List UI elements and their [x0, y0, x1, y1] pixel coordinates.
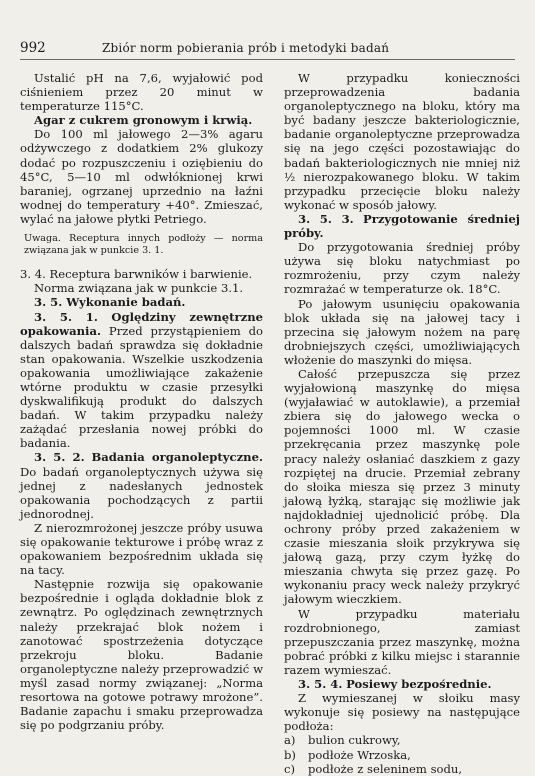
list-item	[284, 733, 520, 747]
running-header	[20, 40, 515, 60]
list-text: bulion cukrowy,	[308, 733, 401, 748]
paragraph: W przypadku materiału rozdrobnionego, zamiast przepuszczania przez maszynkę, można pobrać próbki z kilku miejsc i starannie razem wymieszać.	[284, 606, 520, 677]
paragraph: Do przygotowania średniej próby używa się bloku natychmiast po rozmrożeniu, przy czym należy rozmrażać w temperaturze ok. 18°C.	[284, 240, 520, 297]
section-number: 3. 5. 2.	[34, 450, 85, 465]
section-text: Przed przystąpieniem do dalszych badań sprawdza się dokładnie stan opakowania. Wszelkie uszkodzenia opakowania umożliwiające zakażenie wtórne produktu w czasie przesyłki dyskwalifikują produkt do dalszych badań. W takim przypadku należy zażądać przesłania nowej próbki do badania.	[20, 323, 264, 451]
paragraph	[284, 212, 520, 240]
paragraph: Z nierozmrożonej jeszcze próby usuwa się opakowanie tekturowe i próbę wraz z opakowaniem bezpośrednim układa się na tacy.	[20, 520, 263, 578]
section-title: Badania organoleptyczne.	[91, 450, 263, 465]
section-number: 3. 5. 4.	[298, 677, 343, 692]
list-text: podłoże Wrzoska,	[308, 747, 411, 762]
paragraph: Po jałowym usunięciu opakowania blok układa się na jałowej tacy i przecina się jałowym nożem na parę drobniejszych części, umożliwiających włożenie do maszynki do mięsa.	[284, 296, 520, 367]
section-number: 3. 5. 1.	[34, 309, 98, 324]
list-item	[284, 762, 520, 776]
section-heading: Agar z cukrem gronowym i krwią.	[34, 113, 253, 128]
paragraph: Z wymieszanej w słoiku masy wykonuje się posiewy na następujące podłoża:	[284, 691, 520, 734]
paragraph	[20, 450, 263, 520]
note: Uwaga. Receptura innych podłoży — norma związana jak w punkcie 3. 1.	[24, 233, 263, 256]
section-number: 3. 5. 3.	[298, 211, 354, 226]
left-column	[20, 71, 263, 732]
right-column	[284, 71, 520, 776]
paragraph: Norma związana jak w punkcie 3.1.	[34, 281, 244, 296]
paragraph: Ustalić pH na 7,6, wyjałowić pod ciśnieniem przez 20 minut w temperaturze 115°C.	[20, 71, 263, 114]
section-title: Oględziny zewnętrzne opakowania.	[20, 309, 263, 338]
section-heading: 3. 4. Receptura barwników i barwienie.	[20, 267, 253, 282]
paragraph: Całość przepuszcza się przez wyjałowioną maszynkę do mięsa (wyjaławiać w autoklawie), a przemiał zbiera się do jałowego wecka o pojemności 1000 ml. W czasie przekręcania przez maszynkę pole pracy należy osłaniać daszkiem z gazy rozpiętej na drucie. Przemiał zebrany do słoika miesza się przez 3 minuty jałową łyżką, starając się możliwie jak najdokładniej ujednolicić próbę. Dla ochrony próby przed zakażeniem w czasie mieszania słoik przykrywa się jałową gazą, przy czym łyżkę do mieszania chwyta się przez gazę. Po wykonaniu pracy weck należy przykryć jałowym wieczkiem.	[284, 366, 520, 607]
list-text: podłoże z seleninem sodu,	[308, 761, 463, 776]
list-label: c)	[284, 761, 296, 776]
paragraph: Następnie rozwija się opakowanie bezpośrednie i ogląda dokładnie blok z zewnątrz. Po oględzinach zewnętrznych należy przekrajać blok nożem i zanotować spostrzeżenia dotyczące przekroju bloku. Badanie organoleptyczne należy przeprowadzić w myśl zasad normy związanej: „Norma resortowa na gotowe potrawy mrożone”. Badanie zapachu i smaku przeprowadza się po podgrzaniu próby.	[20, 577, 263, 733]
paragraph: Do 100 ml jałowego 2—3% agaru odżywczego z dodatkiem 2% glukozy dodać po rozpuszczeniu i oziębieniu do 45°C, 5—10 ml odwłóknionej krwi baraniej, ogrzanej uprzednio na łaźni wodnej do temperatury +40°. Zmieszać, wylać na jałowe płytki Petriego.	[20, 127, 263, 226]
paragraph	[20, 310, 263, 451]
section-title: Przygotowanie średniej próby.	[284, 211, 520, 241]
paragraph: W przypadku konieczności przeprowadzenia badania organoleptycznego na bloku, który ma być badany jeszcze bakteriologicznie, badanie organoleptyczne przeprowadza się na jego części pozostawiając do badań bakteriologicznych nie mniej niż ½ nierozpakowanego bloku. W takim przypadku przecięcie bloku należy wykonać w sposób jałowy.	[284, 71, 520, 212]
section-heading: 3. 5. Wykonanie badań.	[34, 295, 186, 310]
section-text: Do badań organoleptycznych używa się jednej z nadesłanych jednostek opakowania pochodzących z partii jednorodnej.	[20, 464, 263, 521]
page-number: 992	[20, 40, 46, 56]
list-label: a)	[284, 733, 296, 748]
section-title: Posiewy bezpośrednie.	[346, 677, 492, 692]
running-title: Zbiór norm pobierania prób i metodyki badań	[102, 41, 390, 55]
list-label: b)	[284, 747, 296, 762]
paragraph	[284, 677, 520, 691]
